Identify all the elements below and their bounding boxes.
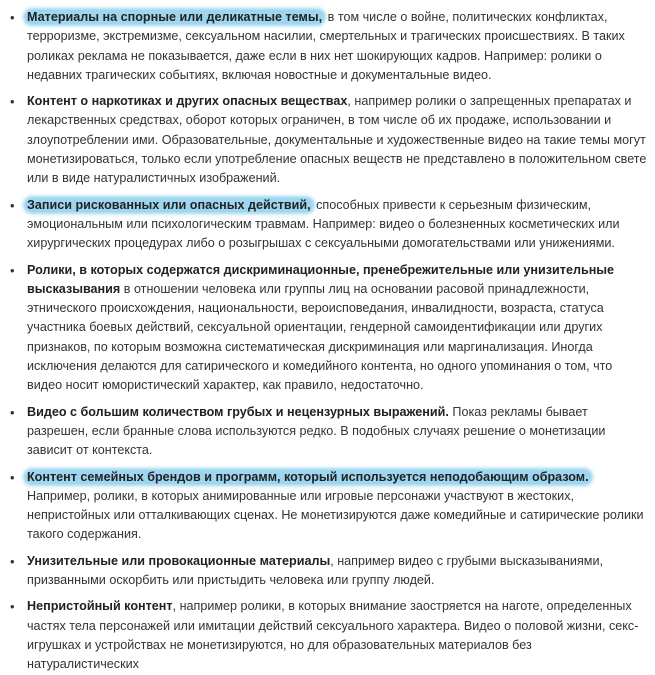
item-title: Унизительные или провокационные материалы xyxy=(27,553,331,568)
item-text: , например ролики, в которых внимание заостряется на наготе, определенных частях тела персонажей или имитации действий сексуального характера. Видео о половой жизни, секс-игрушках и устройствах не монетизируются, но для образовательных материалов без натуралистических xyxy=(27,599,639,672)
bullet-icon: • xyxy=(10,94,15,110)
list-item xyxy=(0,196,655,254)
list-item xyxy=(0,92,655,188)
item-title: Видео с большим количеством грубых и нецензурных выражений. xyxy=(27,404,449,419)
bullet-icon: • xyxy=(10,404,15,420)
bullet-icon: • xyxy=(10,197,15,213)
item-title-highlighted: Материалы на спорные или деликатные темы, xyxy=(27,10,323,24)
bullet-icon: • xyxy=(10,599,15,615)
item-title: Ролики, в которых содержатся дискриминационные, пренебрежительные или унизительные высказывания xyxy=(27,262,615,296)
bullet-icon: • xyxy=(10,553,15,569)
bullet-icon: • xyxy=(10,10,15,25)
list-item xyxy=(0,552,655,591)
item-text: , например видео с грубыми высказываниями, призванными оскорбить или пристыдить человека или группу людей. xyxy=(27,553,603,588)
item-title: Непристойный контент xyxy=(27,599,173,614)
item-title: Контент о наркотиках и других опасных веществах xyxy=(27,94,348,109)
item-text: Например, ролики, в которых анимированные или игровые персонажи участвуют в жестоких, непристойных или отталкивающих сценах. Не монетизируются даже комедийные и сатирические ролики такого содержания. xyxy=(27,488,644,542)
bullet-icon: • xyxy=(10,469,15,485)
list-item xyxy=(0,403,655,461)
item-title-highlighted: Записи рискованных или опасных действий, xyxy=(27,197,311,212)
list-item xyxy=(0,261,655,396)
item-text: , например ролики о запрещенных препаратах и лекарственных средствах, оборот которых ограничен, в том числе об их продаже, использовании и злоупотреблении ими. Образовательные, документальные и художественные видео на такие темы могут монетизироваться, только если употребление опасных веществ не представлено в положительном свете или в виде натуралистичных изображений. xyxy=(27,94,647,186)
item-text: способных привести к серьезным физическим, эмоциональным или психологическим травмам. Например: видео о болезненных косметических или хирургических процедурах либо о розыгрышах с сексуальными домогательствами или унижениями. xyxy=(27,197,620,251)
item-title-highlighted: Контент семейных брендов и программ, который используется неподобающим образом. xyxy=(27,469,589,484)
item-text: в том числе о войне, политических конфликтах, терроризме, экстремизме, сексуальном насилии, смертельных и трагических происшествиях. В таких роликах реклама не показывается, даже если в них нет шокирующих кадров. Например: ролики о недавних трагических событиях, включая новостные и документальные видео. xyxy=(27,10,625,82)
list-item xyxy=(0,597,655,674)
bullet-icon: • xyxy=(10,262,15,278)
list-item xyxy=(0,468,655,545)
list-item xyxy=(0,0,655,85)
item-text: в отношении человека или группы лиц на основании расовой принадлежности, этнического происхождения, национальности, вероисповедания, инвалидности, возраста, статуса участника боевых действий, сексуальной ориентации, гендерной самоидентификации или других признаков, по которым возможна систематическая дискриминация или маргинализация. Иногда исключения делаются для сатирического и комедийного контента, но одного упоминания о том, что видео носит юмористический характер, как правило, недостаточно. xyxy=(27,281,613,393)
item-text: Показ рекламы бывает разрешен, если бранные слова используются редко. В подобных случаях решение о монетизации зависит от контекста. xyxy=(27,404,606,458)
